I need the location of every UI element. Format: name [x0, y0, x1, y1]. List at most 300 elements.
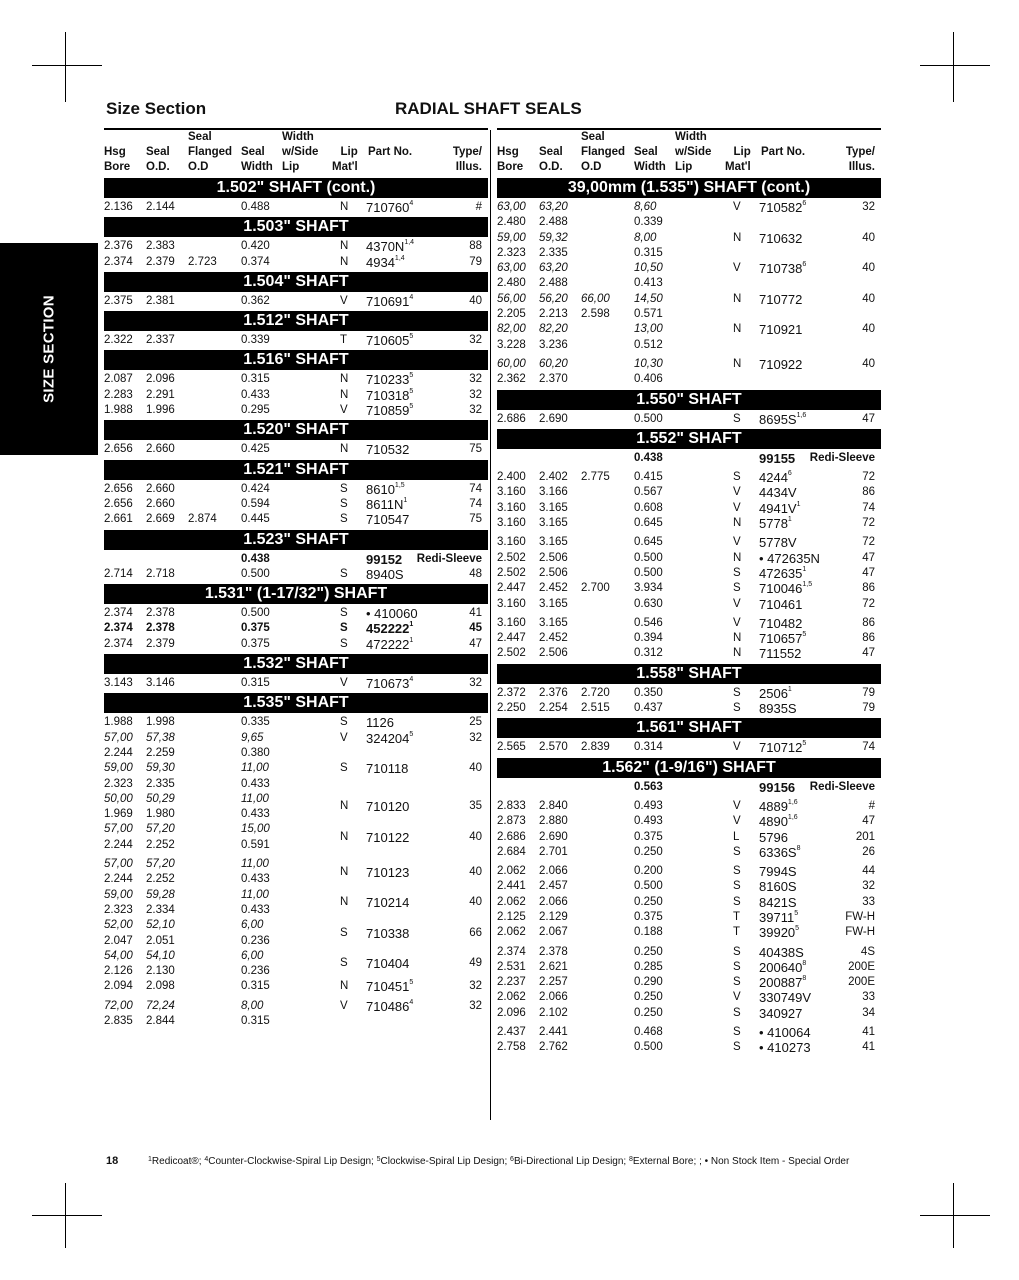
seal-od-cell: 57,20 — [146, 823, 175, 836]
seal-width-cell: 0.236 — [241, 934, 270, 947]
seal-od-cell: 1.996 — [146, 404, 175, 417]
part-number-cell: 340927 — [759, 1005, 803, 1021]
table-row — [497, 1040, 881, 1055]
seal-od-cell: 3.166 — [539, 486, 568, 499]
seal-od-cell: 2.370 — [539, 373, 568, 386]
type-illus-cell: 41 — [469, 607, 482, 620]
seal-od-cell: 2.669 — [146, 513, 175, 526]
lip-material-cell: T — [340, 334, 348, 347]
seal-width-cell: 0.438 — [634, 451, 663, 464]
part-number-cell: 452222$^1$ — [366, 621, 414, 637]
table-row — [497, 740, 881, 755]
page-number: 18 — [106, 1155, 119, 1167]
table-row — [104, 979, 488, 994]
type-illus-cell: 32 — [469, 980, 482, 993]
seal-od-cell: 52,10 — [146, 919, 175, 932]
table-row — [497, 246, 881, 261]
lip-material-cell: S — [733, 976, 741, 989]
table-row — [497, 581, 881, 596]
header-hsg-bore: Hsg Bore — [497, 146, 524, 173]
lip-material-cell: S — [340, 567, 348, 580]
seal-od-cell: 1.980 — [146, 808, 175, 821]
seal-od-cell: 2.051 — [146, 934, 175, 947]
shaft-size-heading: 1.550" SHAFT — [497, 390, 881, 410]
table-row — [497, 597, 881, 612]
seal-width-cell: 0.500 — [241, 607, 270, 620]
table-row-pair — [497, 231, 881, 262]
part-number-cell: • 472635N — [759, 550, 820, 566]
table-row — [497, 307, 881, 322]
hsg-bore-cell: 2.400 — [497, 471, 526, 484]
lip-material-cell: V — [733, 741, 741, 754]
hsg-bore-cell: 2.758 — [497, 1041, 526, 1054]
table-row — [104, 761, 488, 776]
footnote-marker: 1,5 — [394, 481, 405, 489]
section-title: Size Section — [106, 99, 207, 118]
type-illus-cell: 41 — [862, 1041, 875, 1054]
type-illus-cell: 74 — [469, 497, 482, 510]
hsg-bore-cell: 54,00 — [104, 949, 133, 962]
hsg-bore-cell: 59,00 — [497, 231, 526, 244]
lip-material-cell: S — [340, 497, 348, 510]
lip-material-cell: N — [733, 632, 742, 645]
flanged-od-cell: 2.720 — [581, 686, 610, 699]
pair-tail — [104, 999, 488, 1014]
header-type-illus: Type/ Illus. — [845, 146, 875, 173]
lip-material-cell: N — [733, 551, 742, 564]
footnote-text: ; • Non Stock Item - Special Order — [699, 1156, 850, 1167]
hsg-bore-cell: 2.126 — [104, 965, 133, 978]
shaft-size-heading: 1.562" (1-9/16") SHAFT — [497, 758, 881, 778]
hsg-bore-cell: 2.244 — [104, 746, 133, 759]
seal-width-cell: 0.394 — [634, 632, 663, 645]
part-number-cell: 99155 — [759, 450, 796, 466]
part-number-cell: $4941V^1$ — [759, 500, 801, 516]
hsg-bore-cell: 2.062 — [497, 991, 526, 1004]
seal-width-cell: 0.645 — [634, 536, 663, 549]
seal-od-cell: 57,20 — [146, 858, 175, 871]
lip-material-cell: L — [733, 830, 740, 843]
seal-od-cell: 2.213 — [539, 308, 568, 321]
seal-width-cell: 0.500 — [634, 412, 663, 425]
seal-od-cell: 2.441 — [539, 1026, 568, 1039]
seal-width-cell: 0.437 — [634, 702, 663, 715]
type-illus-cell: 40 — [469, 762, 482, 775]
seal-width-cell: 15,00 — [241, 823, 270, 836]
seal-od-cell: 2.506 — [539, 566, 568, 579]
type-illus-cell: 48 — [469, 567, 482, 580]
lip-material-cell: V — [733, 536, 741, 549]
type-illus-cell: 4S — [860, 945, 875, 958]
seal-width-cell: 0.375 — [634, 830, 663, 843]
table-row — [104, 731, 488, 746]
hsg-bore-cell: 2.374 — [104, 637, 133, 650]
hsg-bore-cell: 2.447 — [497, 582, 526, 595]
hsg-bore-cell: 2.323 — [497, 246, 526, 259]
seal-od-cell: 3.165 — [539, 501, 568, 514]
flanged-od-cell: 66,00 — [581, 292, 610, 305]
seal-od-cell: 63,20 — [539, 262, 568, 275]
table-row — [497, 631, 881, 646]
part-number-cell: 8940S — [366, 566, 404, 582]
left-rows — [104, 178, 488, 1029]
seal-width-cell: 0.285 — [634, 960, 663, 973]
seal-od-cell: 2.690 — [539, 412, 568, 425]
hsg-bore-cell: 2.661 — [104, 513, 133, 526]
hsg-bore-cell: 59,00 — [104, 888, 133, 901]
seal-od-cell: 2.102 — [539, 1006, 568, 1019]
type-illus-cell: FW-H — [845, 910, 875, 923]
type-illus-cell: 40 — [862, 262, 875, 275]
lip-material-cell: N — [340, 201, 349, 213]
lip-material-cell: T — [733, 910, 741, 923]
footnote-marker: 5 — [409, 372, 414, 380]
pair-tail — [104, 895, 488, 910]
seal-width-cell: 11,00 — [241, 762, 269, 775]
table-row — [104, 403, 488, 418]
lip-material-cell: V — [340, 677, 348, 690]
footnote-marker: 4 — [409, 293, 414, 301]
part-number-cell: 8935S — [759, 701, 797, 717]
type-illus-cell: 33 — [862, 991, 875, 1004]
table-row-pair — [497, 200, 881, 231]
shaft-size-heading: 1.552" SHAFT — [497, 429, 881, 449]
footnote-marker: 1,4 — [394, 254, 405, 262]
seal-width-cell: 0.512 — [634, 338, 663, 351]
seal-od-cell: 82,20 — [539, 323, 568, 336]
part-number-cell: 710214 — [366, 895, 410, 911]
seal-width-cell: 11,00 — [241, 888, 269, 901]
footnote-marker: 8 — [802, 959, 807, 967]
part-number-cell: 710922 — [759, 356, 803, 372]
seal-od-cell: 2.488 — [539, 277, 568, 290]
seal-od-cell: 2.376 — [539, 686, 568, 699]
hsg-bore-cell: 2.447 — [497, 632, 526, 645]
table-row — [497, 338, 881, 353]
type-illus-cell: Redi-Sleeve — [809, 780, 875, 793]
seal-width-cell: 0.433 — [241, 903, 270, 916]
lip-material-cell: N — [340, 388, 349, 401]
table-row-pair — [497, 357, 881, 388]
footnote-marker: 1 — [409, 621, 414, 629]
hsg-bore-cell: 63,00 — [497, 201, 526, 213]
seal-od-cell: 2.660 — [146, 482, 175, 495]
type-illus-cell: 32 — [469, 334, 482, 347]
flanged-od-cell: 2.839 — [581, 741, 610, 754]
seal-width-cell: 0.250 — [634, 895, 663, 908]
table-row — [497, 616, 881, 631]
flanged-od-cell: 2.515 — [581, 702, 610, 715]
part-number-cell: 4890$^{1,6}$ — [759, 814, 798, 830]
type-illus-cell: 40 — [469, 865, 482, 878]
type-illus-cell: 79 — [469, 255, 482, 268]
seal-width-cell: 0.406 — [634, 373, 663, 386]
part-number-cell: 8610$^{1,5}$ — [366, 481, 405, 497]
table-row — [104, 715, 488, 730]
hsg-bore-cell: 63,00 — [497, 262, 526, 275]
lip-material-cell: V — [340, 731, 348, 744]
seal-width-cell: 0.312 — [634, 647, 663, 660]
hsg-bore-cell: 2.374 — [104, 255, 133, 268]
part-number-cell: 472635$^1$ — [759, 565, 807, 581]
seal-width-cell: 0.315 — [241, 373, 270, 386]
header-seal-width: Seal Width — [634, 146, 666, 173]
part-number-cell: 710122 — [366, 830, 410, 846]
part-number-cell: 4934$^{1,4}$ — [366, 254, 405, 270]
table-row-pair — [104, 792, 488, 823]
table-header — [104, 128, 488, 176]
seal-od-cell: 59,32 — [539, 231, 568, 244]
seal-width-cell: 0.413 — [634, 277, 663, 290]
type-illus-cell: 40 — [862, 357, 875, 370]
lip-material-cell: S — [733, 880, 741, 893]
hsg-bore-cell: 2.441 — [497, 880, 526, 893]
footnote-marker: 6 — [802, 261, 807, 269]
seal-width-cell: 0.250 — [634, 991, 663, 1004]
footnote-marker: 8 — [629, 1156, 633, 1163]
seal-width-cell: 0.433 — [241, 777, 270, 790]
table-row — [497, 501, 881, 516]
lip-material-cell: N — [733, 517, 742, 530]
type-illus-cell: 201 — [855, 830, 875, 843]
seal-width-cell: 0.315 — [241, 1014, 270, 1027]
table-row — [497, 960, 881, 975]
table-row — [104, 746, 488, 761]
lip-material-cell: S — [340, 716, 348, 729]
footnote-marker: 1 — [802, 565, 807, 573]
type-illus-cell: 49 — [469, 957, 482, 970]
header-seal-flanged-od: Seal Flanged O.D — [188, 131, 233, 173]
seal-od-cell: 2.337 — [146, 334, 175, 347]
footnote-marker: 1 — [796, 500, 801, 508]
lip-material-cell: N — [733, 323, 742, 336]
table-row — [497, 701, 881, 716]
type-illus-cell: Redi-Sleeve — [416, 552, 482, 565]
seal-od-cell: 2.335 — [146, 777, 175, 790]
hsg-bore-cell: 2.656 — [104, 482, 133, 495]
seal-od-cell: 2.379 — [146, 255, 175, 268]
hsg-bore-cell: 2.322 — [104, 334, 133, 347]
seal-od-cell: 2.660 — [146, 443, 175, 456]
table-row — [497, 1006, 881, 1021]
hsg-bore-cell: 2.502 — [497, 566, 526, 579]
type-illus-cell: 40 — [862, 231, 875, 244]
part-number-cell: 330749V — [759, 990, 812, 1006]
seal-od-cell: 56,20 — [539, 292, 568, 305]
flanged-od-cell: 2.723 — [188, 255, 217, 268]
type-illus-cell: 86 — [862, 582, 875, 595]
part-number-cell: 710338 — [366, 925, 410, 941]
seal-width-cell: 0.374 — [241, 255, 270, 268]
seal-width-cell: 0.350 — [634, 686, 663, 699]
part-number-cell: 710532 — [366, 442, 410, 458]
hsg-bore-cell: 2.244 — [104, 873, 133, 886]
table-row — [497, 814, 881, 829]
part-number-cell: 4889$^{1,6}$ — [759, 798, 798, 814]
hsg-bore-cell: 2.835 — [104, 1014, 133, 1027]
part-number-cell: 324204$^5$ — [366, 730, 414, 746]
header-hsg-bore: Hsg Bore — [104, 146, 131, 173]
table-row — [497, 451, 881, 466]
seal-od-cell: 2.690 — [539, 830, 568, 843]
part-number-cell: 200887$^8$ — [759, 975, 807, 991]
hsg-bore-cell: 2.244 — [104, 838, 133, 851]
part-number-cell: 5778V — [759, 535, 797, 551]
type-illus-cell: 47 — [862, 566, 875, 579]
footnote-marker: 4 — [409, 200, 414, 207]
seal-width-cell: 0.188 — [634, 926, 663, 939]
footnote-text: Counter-Clockwise-Spiral Lip Design; — [208, 1156, 377, 1167]
hsg-bore-cell: 50,00 — [104, 792, 133, 805]
type-illus-cell: 86 — [862, 632, 875, 645]
hsg-bore-cell: 2.686 — [497, 830, 526, 843]
hsg-bore-cell: 2.833 — [497, 799, 526, 812]
hsg-bore-cell: 3.160 — [497, 486, 526, 499]
pair-tail — [497, 357, 881, 372]
table-row-pair — [497, 292, 881, 323]
hsg-bore-cell: 2.502 — [497, 647, 526, 660]
part-number-cell: $4370N^{1,4}$ — [366, 239, 415, 255]
type-illus-cell: Redi-Sleeve — [809, 451, 875, 464]
part-number-cell: 39920$^5$ — [759, 925, 800, 941]
seal-od-cell: 2.452 — [539, 582, 568, 595]
footnote-marker: 1 — [787, 685, 792, 693]
seal-width-cell: 0.546 — [634, 616, 663, 629]
seal-od-cell: 2.066 — [539, 991, 568, 1004]
footnote-marker: 4 — [409, 676, 414, 684]
hsg-bore-cell: 2.062 — [497, 865, 526, 878]
column-divider — [490, 130, 491, 1120]
seal-od-cell: 2.621 — [539, 960, 568, 973]
seal-od-cell: 2.840 — [539, 799, 568, 812]
lip-material-cell: V — [733, 262, 741, 275]
footnote-marker: 5 — [802, 631, 807, 639]
part-number-cell: 710921 — [759, 322, 803, 338]
pair-tail — [497, 200, 881, 215]
hsg-bore-cell: 2.480 — [497, 216, 526, 229]
type-illus-cell: 32 — [469, 731, 482, 744]
hsg-bore-cell: 56,00 — [497, 292, 526, 305]
part-number-cell: 710118 — [366, 761, 409, 777]
type-illus-cell: 32 — [862, 201, 875, 213]
lip-material-cell: S — [733, 582, 741, 595]
seal-od-cell: 2.067 — [539, 926, 568, 939]
side-section-tab — [0, 243, 98, 455]
lip-material-cell: N — [340, 255, 349, 268]
table-row — [497, 945, 881, 960]
header-type-illus: Type/ Illus. — [452, 146, 482, 173]
pair-tail — [497, 322, 881, 337]
seal-width-cell: 0.424 — [241, 482, 270, 495]
part-number-cell: 710632 — [759, 230, 803, 246]
footnote-marker: 5 — [795, 925, 800, 933]
seal-od-cell: 2.334 — [146, 903, 175, 916]
seal-width-cell: 0.433 — [241, 808, 270, 821]
part-number-cell: • 410064 — [759, 1025, 811, 1041]
seal-od-cell: 59,28 — [146, 888, 175, 901]
table-row — [497, 895, 881, 910]
part-number-cell: 2506$^1$ — [759, 685, 792, 701]
part-number-cell: 710120 — [366, 799, 410, 815]
table-row — [104, 676, 488, 691]
seal-od-cell: 2.378 — [539, 945, 568, 958]
type-illus-cell: 74 — [862, 741, 875, 754]
table-row — [104, 606, 488, 621]
hsg-bore-cell: 2.136 — [104, 201, 133, 213]
table-row — [104, 512, 488, 527]
shaft-size-heading: 1.504" SHAFT — [104, 272, 488, 292]
table-row — [497, 910, 881, 925]
lip-material-cell: V — [733, 501, 741, 514]
part-number-cell: 40438S — [759, 944, 804, 960]
seal-od-cell: 2.378 — [146, 622, 175, 635]
seal-width-cell: 6,00 — [241, 919, 264, 932]
part-number-cell: 5796 — [759, 829, 788, 845]
seal-width-cell: 0.500 — [634, 1041, 663, 1054]
seal-width-cell: 0.567 — [634, 486, 663, 499]
seal-od-cell: 2.379 — [146, 637, 175, 650]
table-row — [497, 470, 881, 485]
hsg-bore-cell: 2.531 — [497, 960, 526, 973]
hsg-bore-cell: 2.656 — [104, 497, 133, 510]
hsg-bore-cell: 2.374 — [497, 945, 526, 958]
lip-material-cell: V — [340, 294, 348, 307]
lip-material-cell: V — [733, 991, 741, 1004]
seal-width-cell: 6,00 — [241, 949, 264, 962]
seal-od-cell: 2.506 — [539, 647, 568, 660]
lip-material-cell: S — [340, 957, 348, 970]
footnote-marker: 5 — [409, 730, 414, 738]
part-number-cell: 710712$^5$ — [759, 740, 807, 756]
seal-od-cell: 2.291 — [146, 388, 175, 401]
seal-od-cell: 3.236 — [539, 338, 568, 351]
lip-material-cell: V — [733, 597, 741, 610]
hsg-bore-cell: 2.374 — [104, 607, 133, 620]
footnote-text: Clockwise-Spiral Lip Design; — [380, 1156, 511, 1167]
footnote-marker: 6 — [787, 470, 792, 478]
seal-od-cell: 50,29 — [146, 792, 175, 805]
hsg-bore-cell: 2.237 — [497, 976, 526, 989]
hsg-bore-cell: 2.062 — [497, 895, 526, 908]
part-number-cell: 710482 — [759, 615, 803, 631]
crop-mark — [920, 65, 990, 66]
type-illus-cell: 72 — [862, 597, 875, 610]
seal-width-cell: 0.468 — [634, 1026, 663, 1039]
lip-material-cell: N — [733, 292, 742, 305]
right-table — [497, 128, 881, 1056]
shaft-size-heading: 1.516" SHAFT — [104, 350, 488, 370]
lip-material-cell: V — [733, 201, 741, 213]
seal-width-cell: 0.425 — [241, 443, 270, 456]
lip-material-cell: N — [733, 231, 742, 244]
part-number-cell: 710461 — [759, 596, 803, 612]
hsg-bore-cell: 2.714 — [104, 567, 133, 580]
lip-material-cell: V — [733, 799, 741, 812]
hsg-bore-cell: 2.686 — [497, 412, 526, 425]
footnote-marker: 1 — [148, 1156, 152, 1163]
table-row — [497, 215, 881, 230]
hsg-bore-cell: 2.684 — [497, 845, 526, 858]
type-illus-cell: # — [868, 799, 875, 812]
type-illus-cell: 79 — [862, 686, 875, 699]
hsg-bore-cell: 2.323 — [104, 777, 133, 790]
table-row — [104, 777, 488, 792]
table-row — [497, 925, 881, 940]
type-illus-cell: 45 — [469, 622, 482, 635]
seal-width-cell: 8,00 — [241, 999, 264, 1012]
side-tab-label: SIZE SECTION — [40, 295, 58, 403]
hsg-bore-cell: 2.437 — [497, 1026, 526, 1039]
